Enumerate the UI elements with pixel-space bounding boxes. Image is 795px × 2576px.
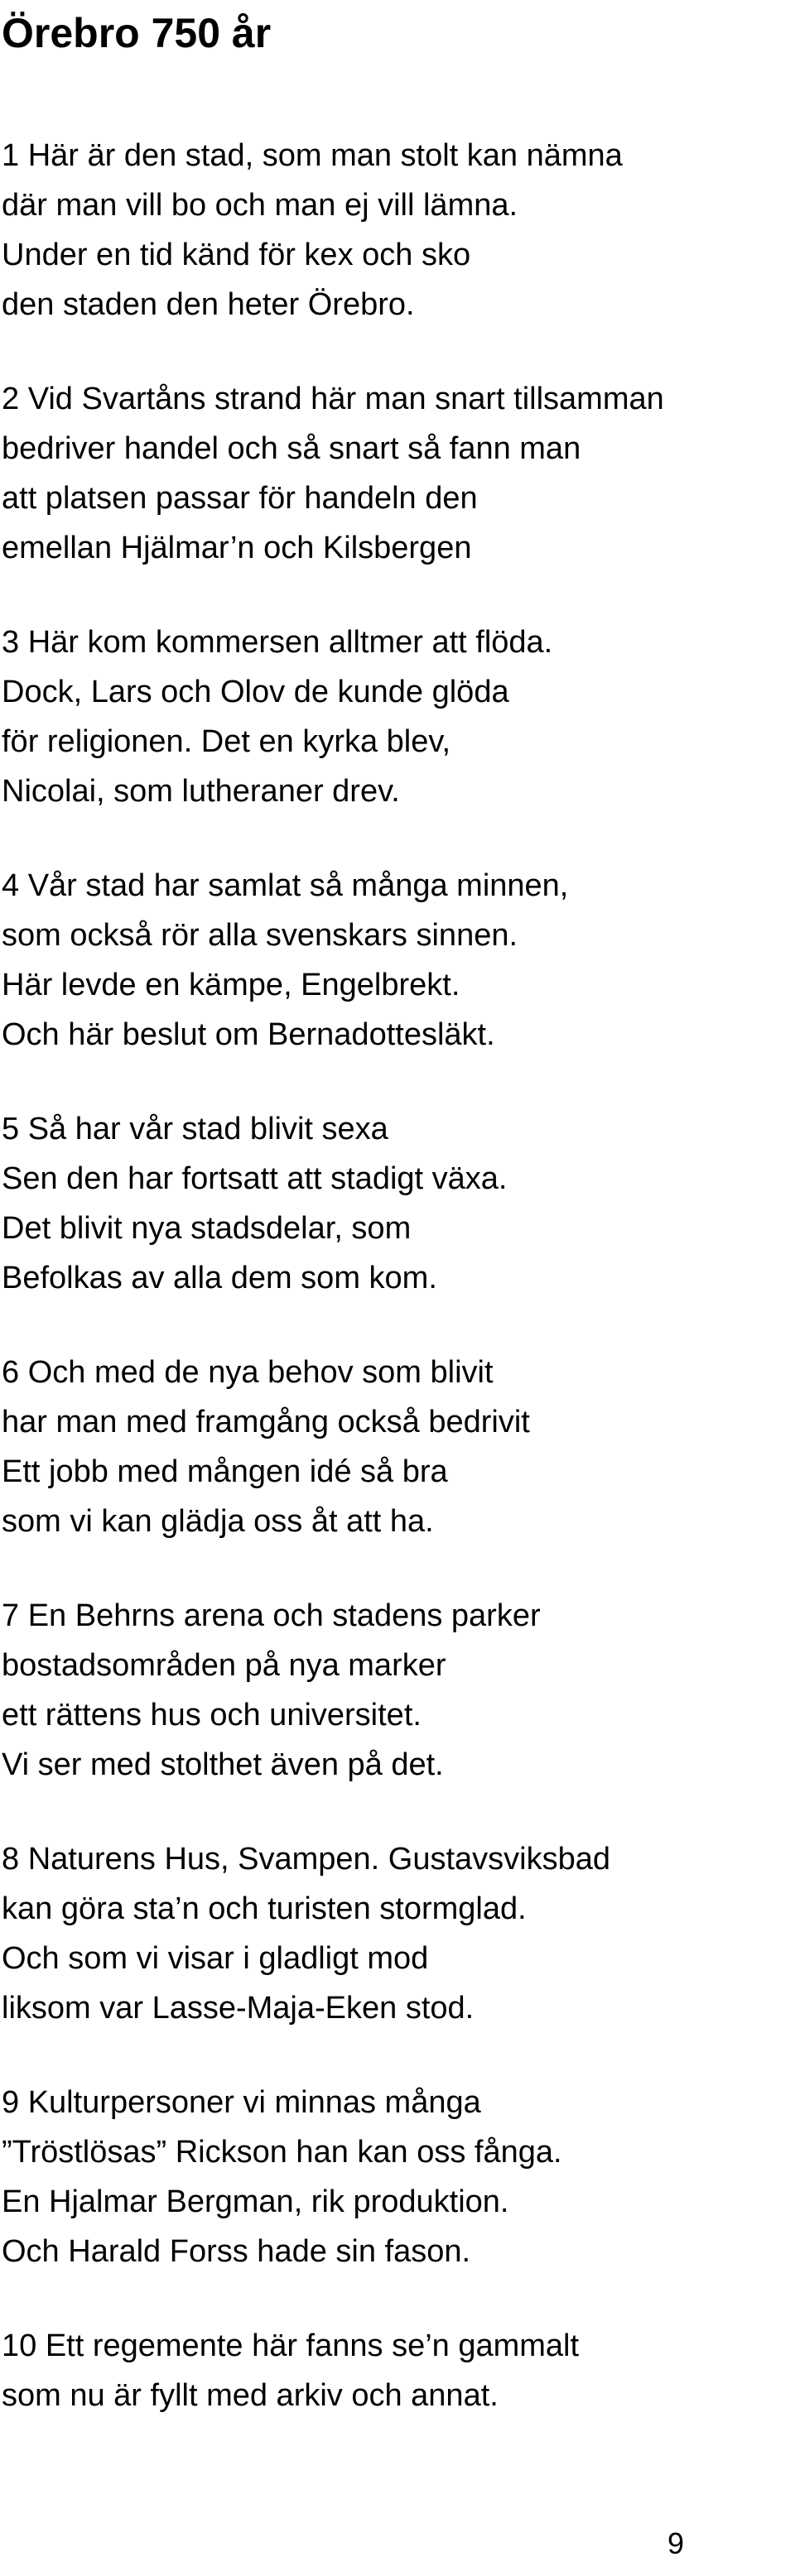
verse-line: som nu är fyllt med arkiv och annat.: [2, 2378, 499, 2413]
page-number: 9: [667, 2526, 684, 2560]
verse-line: den staden den heter Örebro.: [2, 287, 415, 322]
verse-line: 9 Kulturpersoner vi minnas många: [2, 2085, 481, 2120]
verse-line: 8 Naturens Hus, Svampen. Gustavsviksbad: [2, 1842, 611, 1877]
verse-line: 2 Vid Svartåns strand här man snart tillsamman: [2, 382, 664, 416]
verse-line: liksom var Lasse-Maja-Eken stod.: [2, 1991, 475, 2026]
verse-2: [2, 374, 788, 573]
verse-line: Vi ser med stolthet även på det.: [2, 1747, 444, 1782]
verse-line: Dock, Lars och Olov de kunde glöda: [2, 675, 509, 709]
verse-line: Under en tid känd för kex och sko: [2, 238, 471, 272]
verse-line: En Hjalmar Bergman, rik produktion.: [2, 2184, 509, 2219]
verse-line: Här levde en kämpe, Engelbrekt.: [2, 968, 460, 1002]
verse-line: 10 Ett regemente här fanns se’n gammalt: [2, 2328, 580, 2363]
verse-5: [2, 1104, 788, 1303]
verse-line: för religionen. Det en kyrka blev,: [2, 724, 451, 759]
verse-line: Och här beslut om Bernadottesläkt.: [2, 1017, 495, 1052]
verse-line: har man med framgång också bedrivit: [2, 1405, 530, 1439]
verse-10: [2, 2321, 788, 2420]
verse-line: ”Tröstlösas” Rickson han kan oss fånga.: [2, 2135, 562, 2170]
verse-line: Sen den har fortsatt att stadigt växa.: [2, 1161, 508, 1196]
verse-line: som också rör alla svenskars sinnen.: [2, 918, 518, 953]
verse-line: 1 Här är den stad, som man stolt kan nämna: [2, 138, 623, 173]
verse-list: [2, 131, 788, 2465]
verse-1: [2, 131, 788, 329]
verse-7: [2, 1591, 788, 1790]
verse-line: 5 Så har vår stad blivit sexa: [2, 1112, 388, 1146]
verse-line: som vi kan glädja oss åt att ha.: [2, 1504, 434, 1539]
verse-8: [2, 1834, 788, 2033]
verse-3: [2, 618, 788, 816]
page-title: Örebro 750 år: [2, 10, 272, 56]
verse-line: bostadsområden på nya marker: [2, 1648, 446, 1683]
verse-line: Befolkas av alla dem som kom.: [2, 1261, 437, 1295]
verse-line: 3 Här kom kommersen alltmer att flöda.: [2, 625, 553, 660]
verse-6: [2, 1348, 788, 1546]
verse-line: bedriver handel och så snart så fann man: [2, 431, 581, 466]
verse-line: Nicolai, som lutheraner drev.: [2, 774, 400, 809]
verse-line: Och som vi visar i gladligt mod: [2, 1941, 429, 1976]
verse-line: ett rättens hus och universitet.: [2, 1698, 422, 1733]
verse-line: kan göra sta’n och turisten stormglad.: [2, 1891, 527, 1926]
verse-4: [2, 861, 788, 1060]
verse-line: Ett jobb med mången idé så bra: [2, 1454, 448, 1489]
verse-line: där man vill bo och man ej vill lämna.: [2, 188, 518, 223]
verse-9: [2, 2078, 788, 2276]
verse-line: 7 En Behrns arena och stadens parker: [2, 1598, 541, 1633]
verse-line: emellan Hjälmar’n och Kilsbergen: [2, 531, 472, 565]
verse-line: Det blivit nya stadsdelar, som: [2, 1211, 412, 1246]
verse-line: att platsen passar för handeln den: [2, 481, 478, 516]
verse-line: 4 Vår stad har samlat så många minnen,: [2, 868, 569, 903]
verse-line: Och Harald Forss hade sin fason.: [2, 2234, 471, 2269]
verse-line: 6 Och med de nya behov som blivit: [2, 1355, 494, 1390]
